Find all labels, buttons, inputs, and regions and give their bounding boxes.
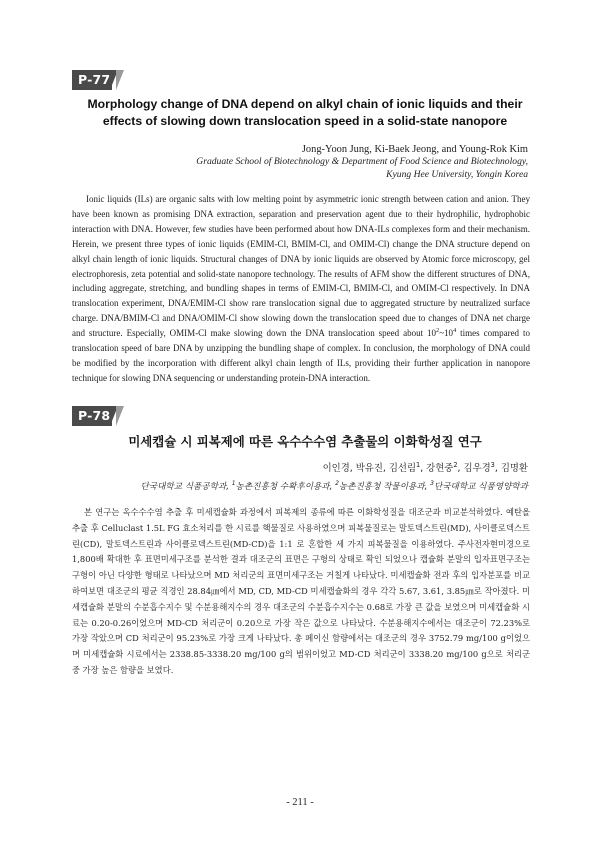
poster-tag-p78 — [72, 406, 120, 426]
authors-part1: 이인경, 박유진, 김선림 — [322, 463, 417, 474]
abstract-p78: 본 연구는 옥수수수염 추출 후 미세캡슐화 과정에서 피복제의 종류에 따른 이화학성질을 대조군과 비교분석하였다. 예탄올 추출 후 Celluclast 1.5L FG 효소처리를 한 시료를 핵물질로 사용하였으며 피복물질로는 말토덱스트린(MD), 사이클로덱스트린(CD), 말토덱스트린과 사이클로덱스트린(MD-CD)을 1:1 로 혼합한 세 가지 피복물질을 이용하였다. 주사전자현미경으로 1,800배 확대한 후 표면미세구조를 분석한 결과 대조군의 표면은 구형의 상태로 확인 되었으나 캡슐화 분말의 입자표면구조는 구형이 아닌 다양한 형태로 나타났으며 MD 처리군의 표면미세구조는 거칠게 나타났다. 미세캡슐화 전과 후의 입자분포를 비교하여보면 대조군의 평균 직경인 28.84㎛에서 MD, CD, MD-CD 미세캡슐화의 경우 각각 5.67, 3.61, 3.85㎛로 작아졌다. 미세캡슐화 분말의 수분흡수지수 및 수분용해지수의 경우 대조군의 수분흡수지수는 0.68로 가장 큰 값을 보였으며 미세캡슐화 시료는 0.20-0.26이었으며 MD-CD 처리군이 0.20으로 가장 작은 값으로 나타났다. 수분용해지수에서는 대조군이 72.23%로 가장 작았으며 CD 처리군이 95.23%로 가장 크게 나타났다. 총 페이신 함량에서는 대조군의 경우 3752.79 mg/100 g이었으며 미세캡슐화 시료에서는 2338.85-3338.20 mg/100 g의 범위이었고 MD-CD 처리군이 3338.20 mg/100 g으로 처리군 중 가장 높은 함량을 보였다. — [72, 507, 530, 675]
exponent-1: 2 — [436, 327, 440, 335]
title-line-1: Morphology change of DNA depend on alkyl chain of ionic liquids and their — [87, 97, 523, 111]
abstract-p77 — [72, 192, 530, 386]
paper-title-p77 — [72, 96, 538, 130]
author-sup-3: 3 — [490, 460, 495, 469]
page-number: - 211 - — [286, 797, 314, 808]
tag-slant-accent — [116, 406, 124, 426]
affil-part3: 농촌진흥청 작물이용과, — [338, 482, 431, 492]
affiliation-line-2: Kyung Hee University, Yongin Korea — [386, 169, 528, 180]
authors-p77: Jong-Yoon Jung, Ki-Baek Jeong, and Young-Rok Kim — [301, 144, 528, 155]
affil-sup-2: 2 — [335, 480, 339, 488]
author-sup-1: 1 — [416, 460, 421, 469]
affiliation-p78 — [141, 481, 529, 494]
affiliation-p77 — [196, 155, 528, 181]
tag-label: P-78 — [78, 408, 111, 423]
abstract-text-part1: Ionic liquids (ILs) are organic salts with low melting point by asymmetric ionic strength between cation and anion. They have been known as promising DNA extraction, separation and preservation agent due to their hydrophilic, hydrophobic interaction with DNA. However, few studies have been performed about how DNA-ILs complexes form and their mechanism. Herein, we present three types of ionic liquids (EMIM-Cl, BMIM-Cl, and OMIM-Cl) change the DNA structure depend on alkyl chain length of ionic liquids. Structural changes of DNA by ionic liquids are observed by Atomic force microscopy, gel electrophoresis, zeta potential and solid-state nanopore technology. The results of AFM show the different structures of DNA, including aggregate, stretching, and bundling shapes in terms of EMIM-Cl, BMIM-Cl, and OMIM-Cl respectively. In DNA translocation experiment, DNA/EMIM-Cl show rare translocation signal due to aggregated structure by neutralized surface charge. DNA/BMIM-Cl and DNA/OMIM-Cl show slowing down the translocation speed due to changes of DNA net charge and structure. Especially, OMIM-Cl make slowing down the DNA translocation speed about 10 — [72, 194, 530, 339]
title-line-2: effects of slowing down translocation speed in a solid-state nanopore — [102, 114, 508, 128]
authors-part4: , 김명환 — [494, 463, 528, 474]
authors-part2: , 강현중 — [420, 463, 454, 474]
affil-sup-1: 1 — [231, 480, 236, 488]
affil-part2: 농촌진흥청 수확후이용과, — [235, 482, 336, 492]
affiliation-line-1: Graduate School of Biotechnology & Department of Food Science and Biotechnology, — [196, 156, 528, 167]
affil-part4: 단국대학교 식품영양학과 — [433, 482, 528, 492]
abstract-tilde: ~10 — [439, 328, 454, 339]
tag-slant-accent — [116, 70, 124, 90]
tag-label: P-77 — [78, 72, 111, 87]
affil-part1: 단국대학교 식품공학과, — [140, 482, 232, 492]
authors-part3: , 김우경 — [457, 463, 491, 474]
affil-sup-3: 3 — [430, 480, 434, 488]
abstract-text-part2: times compared to translocation speed of bare DNA by unzipping the bundling shape of complex. In conclusion, the morphology of DNA could be modified by the incorporation with different alkyl chain length of ILs, providing their further application in nanopore technique for slowing DNA sequencing or understanding protein-DNA interaction. — [72, 328, 530, 383]
author-sup-2: 2 — [453, 460, 458, 469]
paper-title-p78: 미세캡슐 시 피복제에 따른 옥수수수염 추출물의 이화학성질 연구 — [128, 434, 482, 449]
exponent-2: 4 — [453, 327, 457, 335]
authors-p78 — [323, 462, 528, 475]
poster-tag-p77 — [72, 70, 120, 90]
